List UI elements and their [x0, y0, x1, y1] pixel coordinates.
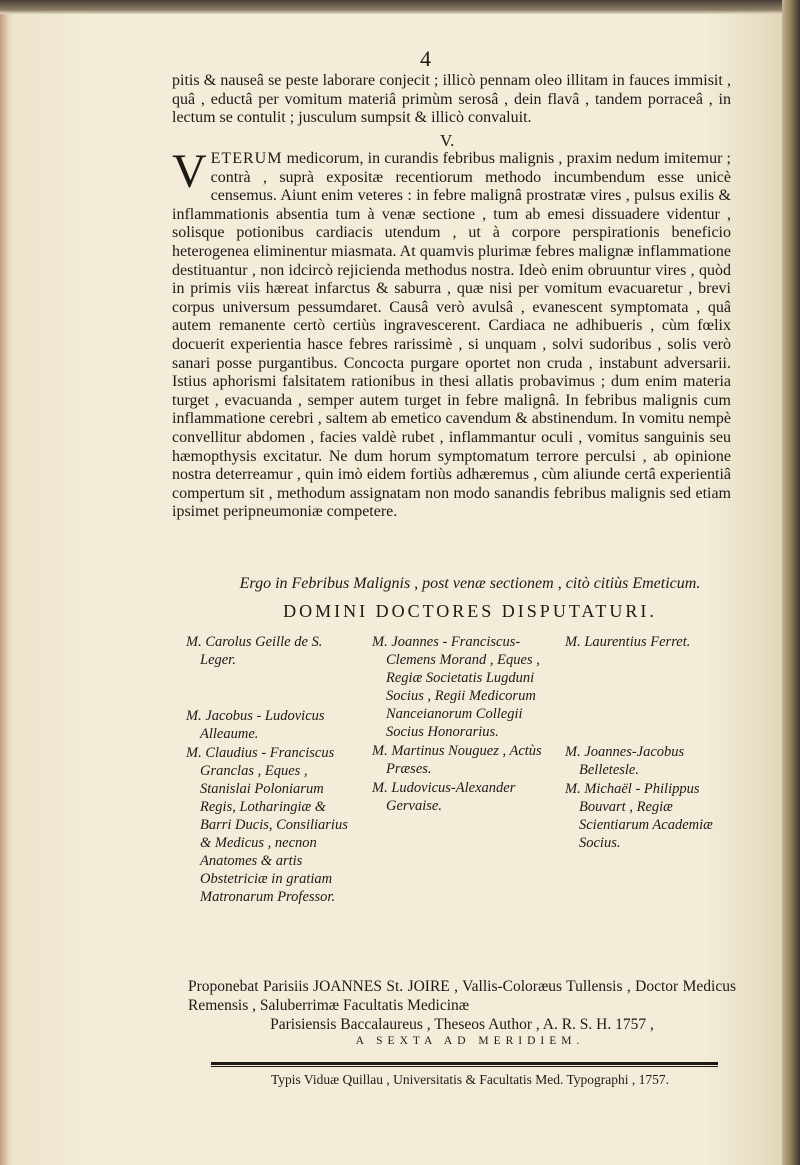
disputation-time: A SEXTA AD MERIDIEM.	[355, 1035, 585, 1047]
section-v-text: medicorum, in curandis febribus malignis , praxim nedum imitemur ; contrà , suprà expositæ recentiorum methodo incumbendum esse unicè censemus. Aiunt enim veteres : in febre malignâ prostratæ vires , pulsus exilis & inflammationis absentia tum à venæ sectione , tum ab emesi dissuadere videntur , solisque potionibus cardiacis utendum , ut à corpore perspirationis beneficio heterogenea eliminentur miasmata. At quamvis plurimæ febres malignæ inflammatione destituantur , non idcircò rejicienda methodus nostra. Ideò enim obruuntur vires , quòd in primis viis hæreat infarctus & saburra , quæ nisi per vomitum evacuaretur , brevi corpus universum pessumdaret. Causâ verò avulsâ , evanescent symptomata , quâ autem remanente certò certiùs ingravescerent. Cardiaca ne adhibueris , cùm fœlix docuerit experientia hasce febres rarissimè , si unquam , solvi sudoribus , solis verò sanari posse purgantibus. Concocta purgare oportet non cruda , instabunt adversarii. Istius aphorismi falsitatem rationibus in thesi allatis probavimus ; dum enim materia turget , evacuanda , semper autem turget in febre malignâ. In febribus malignis cum inflammatione cerebri , saltem ab emetico cavendum & abstinendum. In vomitu nempè convellitur abdomen , facies valdè rubet , inflammantur oculi , vomitus sanguinis seu hæmopthysis excitatur. Ne dum horum symptomatum terrore perculsi , ab opinione nostra deterreamur , quin imò eidem fortiùs adhæremus , cùm aliunde certâ experientiâ compertum sit , methodum assignatam non modo sanandis febribus malignis sed etiam ipsimet peripneumoniæ competere.	[172, 150, 731, 521]
doctor-entry: M. Claudius - Franciscus Granclas , Eques , Stanislai Poloniarum Regis, Lotharingiæ & Barri Ducis, Consiliarius & Medicus , necnon Anatomes & artis Obstetriciæ in gratiam Matronarum Professor.	[186, 745, 348, 905]
page-number: 4	[420, 46, 431, 71]
doctors-column-1	[186, 633, 361, 907]
doctor-entry: M. Michaël - Philippus Bouvart , Regiæ Scientiarum Academiæ Socius.	[565, 781, 713, 851]
doctor-entry: M. Joannes - Franciscus-Clemens Morand , Eques , Regiæ Societatis Lugduni Socius , Regii Medicorum Nanceianorum Collegii Socius Honorarius.	[372, 634, 540, 740]
doctors-column-2	[372, 633, 557, 816]
left-page-edge	[0, 14, 12, 1165]
section-number: V.	[440, 131, 455, 150]
top-page-edge	[0, 0, 800, 14]
doctor-entry: M. Jacobus - Ludovicus Alleaume.	[186, 708, 325, 742]
paragraph-continuation	[172, 72, 731, 128]
paragraph-text: pitis & nauseâ se peste laborare conjecit ; illicò pennam oleo illitam in fauces immisit , quâ , eductâ per vomitum materiâ primùm serosâ , dein flavâ , tandem porraceâ , in lectum se contulit ; jusculum sumpsit & illicò convaluit.	[172, 72, 731, 127]
doctor-entry: M. Joannes-Jacobus Belletesle.	[565, 744, 685, 778]
proponebat-line: Proponebat Parisiis JOANNES St. JOIRE , Vallis-Coloræus Tullensis , Doctor Medicus Remensis , Saluberrimæ Facultatis Medicinæ	[188, 978, 736, 1014]
printer-imprint: Typis Viduæ Quillau , Universitatis & Facultatis Med. Typographi , 1757.	[270, 1072, 670, 1087]
proponebat-statement	[188, 977, 736, 1034]
doctor-entry: M. Martinus Nouguez , Actùs Præses.	[372, 743, 542, 777]
doctor-entry: M. Carolus Geille de S. Leger.	[186, 634, 323, 668]
thesis-conclusion: Ergo in Febribus Malignis , post venæ sectionem , citò citiùs Emeticum.	[239, 575, 701, 592]
doctor-entry: M. Laurentius Ferret.	[565, 634, 691, 650]
section-v-paragraph	[172, 145, 731, 522]
doctors-column-3	[565, 633, 740, 853]
book-spine-edge	[782, 0, 800, 1165]
drop-cap: V	[172, 145, 207, 198]
printer-rule	[211, 1062, 718, 1065]
printer-rule-thin	[211, 1066, 718, 1067]
doctors-heading: DOMINI DOCTORES DISPUTATURI.	[283, 601, 657, 621]
proponebat-line: Parisiensis Baccalaureus , Theseos Author , A. R. S. H. 1757 ,	[270, 1016, 654, 1033]
first-word: ETERUM	[210, 150, 283, 167]
doctor-entry: M. Ludovicus-Alexander Gervaise.	[372, 780, 516, 814]
